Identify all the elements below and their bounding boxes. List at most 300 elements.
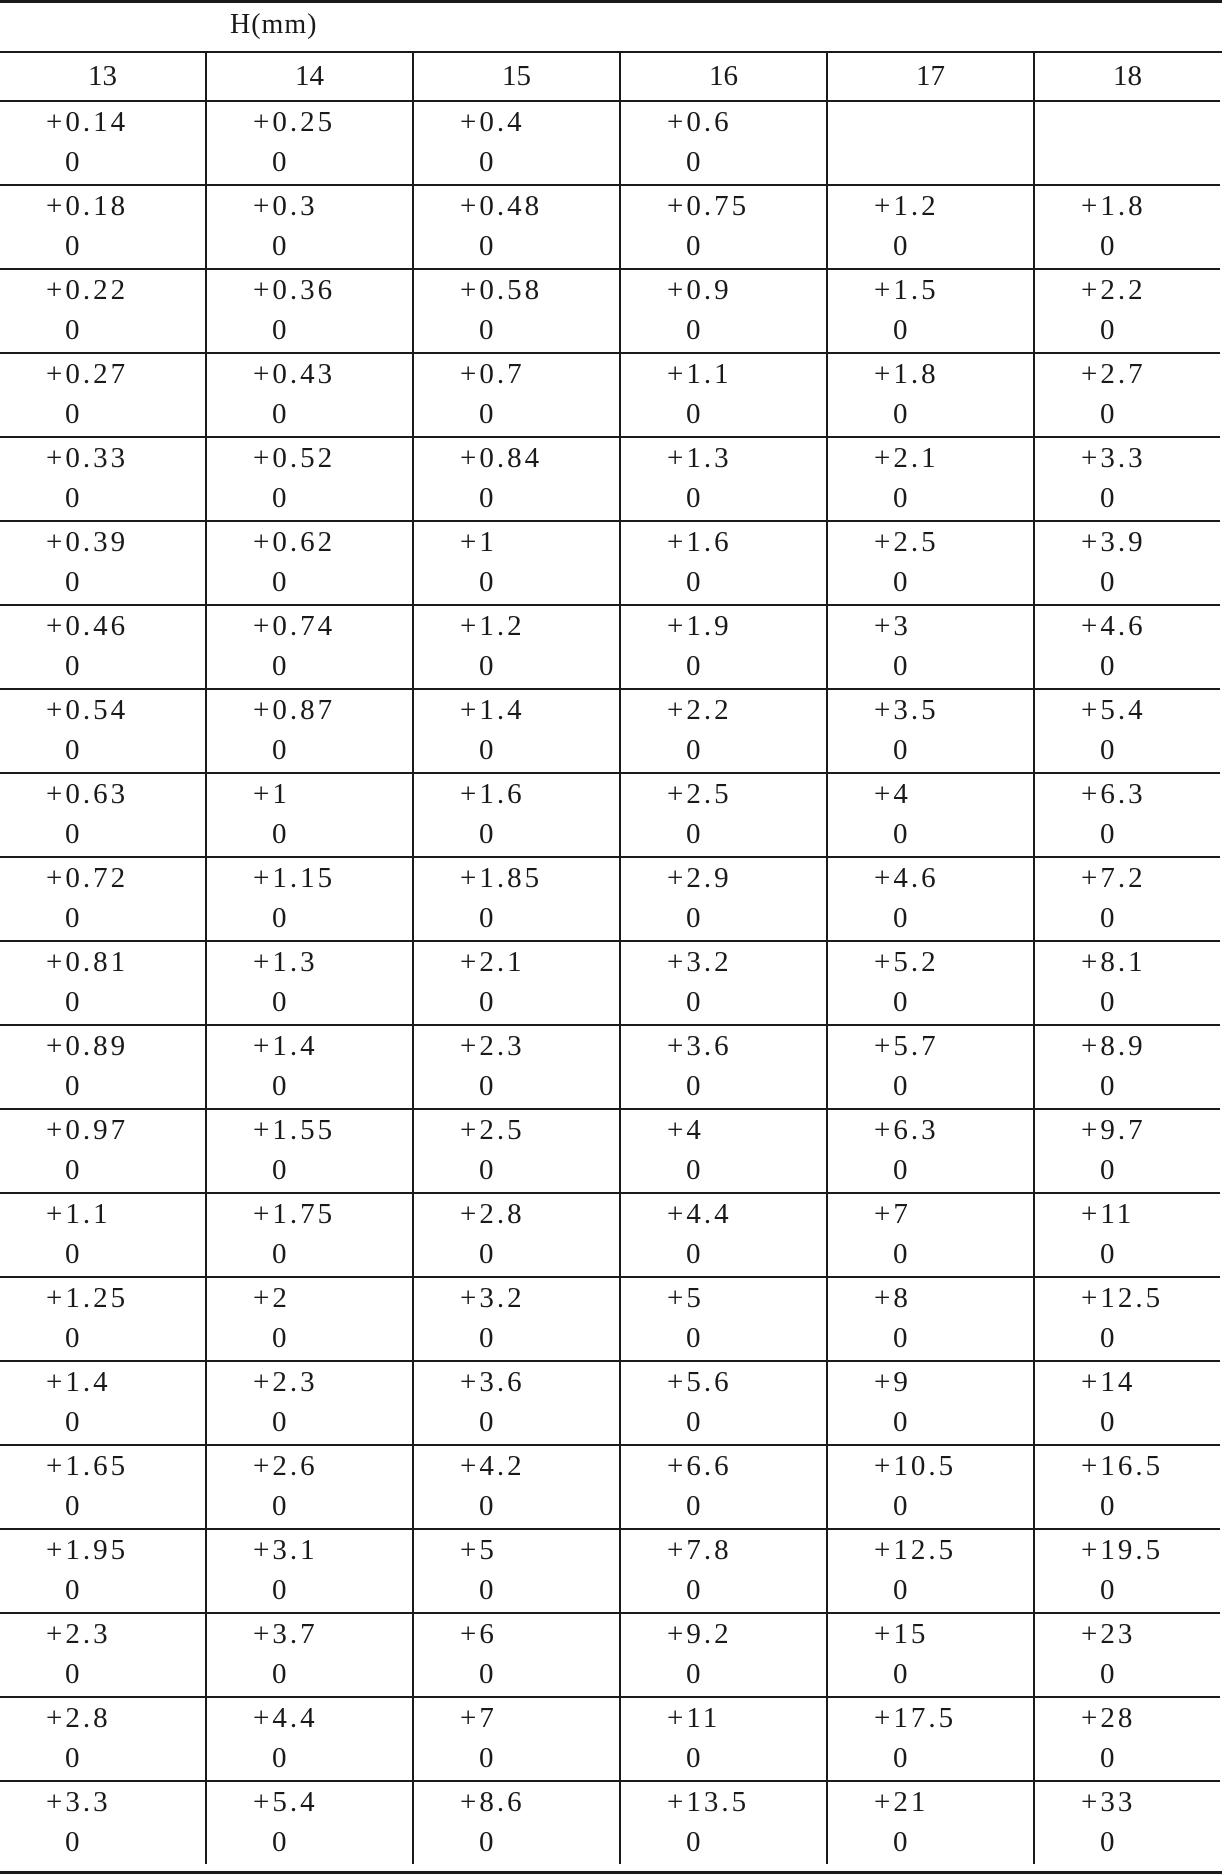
upper-deviation: +0.89 [46,1030,129,1062]
upper-deviation: +9.2 [667,1618,732,1650]
lower-deviation: 0 [1100,482,1115,514]
upper-deviation: +1 [460,526,497,558]
column-header: 18 [1034,53,1220,101]
lower-deviation: 0 [479,1490,494,1522]
tolerance-cell [620,101,827,185]
table-row [0,1529,1220,1613]
lower-deviation: 0 [65,1658,80,1690]
lower-deviation: 0 [65,566,80,598]
upper-deviation: +0.54 [46,694,129,726]
upper-deviation: +8 [874,1282,911,1314]
tolerance-cell [620,1445,827,1529]
tolerance-cell [620,689,827,773]
lower-deviation: 0 [65,1322,80,1354]
lower-deviation: 0 [479,986,494,1018]
tolerance-cell [0,1193,206,1277]
lower-deviation: 0 [1100,566,1115,598]
lower-deviation: 0 [65,482,80,514]
tolerance-cell [206,269,413,353]
lower-deviation: 0 [272,1154,287,1186]
upper-deviation: +1.5 [874,274,939,306]
lower-deviation: 0 [65,1574,80,1606]
lower-deviation: 0 [1100,734,1115,766]
upper-deviation: +0.75 [667,190,750,222]
upper-deviation: +1.4 [460,694,525,726]
tolerance-cell [413,185,620,269]
tolerance-cell [827,1193,1034,1277]
lower-deviation: 0 [1100,1238,1115,1270]
lower-deviation: 0 [479,1742,494,1774]
tolerance-cell [827,353,1034,437]
upper-deviation: +1.4 [253,1030,318,1062]
upper-deviation: +13.5 [667,1786,750,1818]
upper-deviation: +16.5 [1081,1450,1164,1482]
tolerance-cell [413,1613,620,1697]
upper-deviation: +21 [874,1786,929,1818]
lower-deviation: 0 [1100,230,1115,262]
lower-deviation: 0 [1100,1826,1115,1858]
tolerance-cell [620,185,827,269]
tolerance-cell [1034,1781,1220,1864]
tolerance-cell [620,1277,827,1361]
lower-deviation: 0 [1100,1070,1115,1102]
tolerance-cell [206,941,413,1025]
tolerance-cell [1034,605,1220,689]
upper-deviation: +0.74 [253,610,336,642]
upper-deviation: +4.4 [667,1198,732,1230]
upper-deviation: +1.55 [253,1114,336,1146]
lower-deviation: 0 [65,1490,80,1522]
tolerance-cell [827,1277,1034,1361]
tolerance-cell [0,1613,206,1697]
lower-deviation: 0 [893,1322,908,1354]
tolerance-cell [413,1361,620,1445]
tolerance-cell [206,1613,413,1697]
lower-deviation: 0 [893,1406,908,1438]
tolerance-cell [0,1025,206,1109]
tolerance-cell [0,269,206,353]
lower-deviation: 0 [893,818,908,850]
tolerance-cell [827,1697,1034,1781]
upper-deviation: +2.5 [874,526,939,558]
lower-deviation: 0 [686,1574,701,1606]
table-row [0,185,1220,269]
column-header: 13 [0,53,206,101]
bottom-rule [0,1871,1222,1874]
lower-deviation: 0 [1100,1574,1115,1606]
lower-deviation: 0 [893,1490,908,1522]
upper-deviation: +1 [253,778,290,810]
lower-deviation: 0 [65,1826,80,1858]
table-row [0,1193,1220,1277]
tolerance-cell [206,773,413,857]
tolerance-cell [0,1445,206,1529]
tolerance-cell [620,521,827,605]
tolerance-cell [206,1109,413,1193]
upper-deviation: +4.6 [1081,610,1146,642]
table-row [0,101,1220,185]
upper-deviation: +0.52 [253,442,336,474]
tolerance-cell [413,1109,620,1193]
upper-deviation: +0.14 [46,106,129,138]
lower-deviation: 0 [686,1154,701,1186]
table-row [0,689,1220,773]
tolerance-cell [827,941,1034,1025]
table-body [0,101,1220,1864]
tolerance-cell [1034,1193,1220,1277]
tolerance-cell [827,101,1034,185]
upper-deviation: +1.8 [874,358,939,390]
upper-deviation: +1.9 [667,610,732,642]
tolerance-cell [620,1361,827,1445]
lower-deviation: 0 [893,986,908,1018]
lower-deviation: 0 [686,398,701,430]
lower-deviation: 0 [272,1406,287,1438]
table-row [0,605,1220,689]
upper-deviation: +0.63 [46,778,129,810]
table-row [0,1781,1220,1864]
upper-deviation: +33 [1081,1786,1136,1818]
tolerance-cell [620,1781,827,1864]
tolerance-cell [1034,101,1220,185]
tolerance-cell [206,1529,413,1613]
lower-deviation: 0 [686,818,701,850]
lower-deviation: 0 [65,1238,80,1270]
lower-deviation: 0 [1100,1406,1115,1438]
tolerance-cell [206,1361,413,1445]
lower-deviation: 0 [65,398,80,430]
lower-deviation: 0 [893,902,908,934]
upper-deviation: +3.6 [460,1366,525,1398]
tolerance-cell [206,1277,413,1361]
upper-deviation: +0.27 [46,358,129,390]
lower-deviation: 0 [65,1406,80,1438]
tolerance-cell [1034,941,1220,1025]
lower-deviation: 0 [479,734,494,766]
upper-deviation: +0.9 [667,274,732,306]
lower-deviation: 0 [65,1154,80,1186]
table-row [0,1025,1220,1109]
tolerance-cell [827,269,1034,353]
lower-deviation: 0 [893,734,908,766]
tolerance-table [0,53,1220,1864]
tolerance-cell [0,1109,206,1193]
lower-deviation: 0 [272,398,287,430]
upper-deviation: +5.7 [874,1030,939,1062]
tolerance-cell [827,773,1034,857]
tolerance-cell [206,185,413,269]
lower-deviation: 0 [479,1406,494,1438]
tolerance-cell [0,101,206,185]
tolerance-cell [1034,773,1220,857]
lower-deviation: 0 [686,986,701,1018]
tolerance-cell [1034,437,1220,521]
lower-deviation: 0 [686,1070,701,1102]
tolerance-cell [0,1361,206,1445]
tolerance-cell [0,185,206,269]
lower-deviation: 0 [272,1826,287,1858]
tolerance-cell [413,1697,620,1781]
tolerance-cell [827,1529,1034,1613]
lower-deviation: 0 [686,734,701,766]
tolerance-cell [1034,1613,1220,1697]
upper-deviation: +6 [460,1618,497,1650]
tolerance-cell [413,101,620,185]
lower-deviation: 0 [272,902,287,934]
lower-deviation: 0 [272,1742,287,1774]
tolerance-cell [0,1277,206,1361]
tolerance-cell [206,353,413,437]
upper-deviation: +0.7 [460,358,525,390]
upper-deviation: +2 [253,1282,290,1314]
table-row [0,269,1220,353]
upper-deviation: +1.1 [46,1198,111,1230]
upper-deviation: +2.8 [460,1198,525,1230]
lower-deviation: 0 [893,1826,908,1858]
upper-deviation: +3.5 [874,694,939,726]
upper-deviation: +1.65 [46,1450,129,1482]
tolerance-cell [0,689,206,773]
tolerance-cell [0,857,206,941]
lower-deviation: 0 [272,1322,287,1354]
upper-deviation: +4.6 [874,862,939,894]
lower-deviation: 0 [893,1238,908,1270]
tolerance-cell [413,1025,620,1109]
tolerance-cell [827,185,1034,269]
lower-deviation: 0 [272,1574,287,1606]
upper-deviation: +0.43 [253,358,336,390]
upper-deviation: +2.2 [1081,274,1146,306]
tolerance-cell [413,941,620,1025]
lower-deviation: 0 [479,314,494,346]
tolerance-cell [206,437,413,521]
tolerance-cell [413,773,620,857]
upper-deviation: +0.72 [46,862,129,894]
upper-deviation: +12.5 [1081,1282,1164,1314]
lower-deviation: 0 [479,1322,494,1354]
tolerance-cell [413,437,620,521]
upper-deviation: +6.6 [667,1450,732,1482]
upper-deviation: +3.7 [253,1618,318,1650]
upper-deviation: +3.2 [667,946,732,978]
upper-deviation: +9.7 [1081,1114,1146,1146]
lower-deviation: 0 [65,902,80,934]
table-row [0,437,1220,521]
upper-deviation: +3.2 [460,1282,525,1314]
table-row [0,353,1220,437]
tolerance-cell [0,353,206,437]
lower-deviation: 0 [65,734,80,766]
tolerance-cell [413,1781,620,1864]
lower-deviation: 0 [1100,902,1115,934]
lower-deviation: 0 [686,230,701,262]
upper-deviation: +0.62 [253,526,336,558]
lower-deviation: 0 [272,650,287,682]
lower-deviation: 0 [1100,986,1115,1018]
upper-deviation: +6.3 [874,1114,939,1146]
upper-deviation: +7 [460,1702,497,1734]
lower-deviation: 0 [1100,1742,1115,1774]
upper-deviation: +3.3 [46,1786,111,1818]
tolerance-cell [827,437,1034,521]
upper-deviation: +0.25 [253,106,336,138]
lower-deviation: 0 [479,818,494,850]
lower-deviation: 0 [893,398,908,430]
upper-deviation: +1.75 [253,1198,336,1230]
tolerance-cell [206,605,413,689]
tolerance-cell [413,269,620,353]
lower-deviation: 0 [479,230,494,262]
upper-deviation: +2.3 [460,1030,525,1062]
tolerance-cell [0,437,206,521]
upper-deviation: +1.15 [253,862,336,894]
tolerance-cell [0,941,206,1025]
tolerance-cell [827,1109,1034,1193]
tolerance-cell [827,1445,1034,1529]
tolerance-cell [827,605,1034,689]
upper-deviation: +0.22 [46,274,129,306]
lower-deviation: 0 [1100,398,1115,430]
lower-deviation: 0 [479,398,494,430]
upper-deviation: +2.2 [667,694,732,726]
table-row [0,773,1220,857]
lower-deviation: 0 [479,1238,494,1270]
tolerance-cell [1034,269,1220,353]
lower-deviation: 0 [65,986,80,1018]
lower-deviation: 0 [893,230,908,262]
lower-deviation: 0 [272,986,287,1018]
upper-deviation: +5.2 [874,946,939,978]
lower-deviation: 0 [893,1574,908,1606]
upper-deviation: +9 [874,1366,911,1398]
lower-deviation: 0 [272,1658,287,1690]
tolerance-cell [413,605,620,689]
tolerance-cell [1034,1697,1220,1781]
tolerance-cell [206,521,413,605]
tolerance-cell [620,1025,827,1109]
upper-deviation: +2.6 [253,1450,318,1482]
column-header: 16 [620,53,827,101]
upper-deviation: +8.6 [460,1786,525,1818]
lower-deviation: 0 [686,1658,701,1690]
lower-deviation: 0 [893,1658,908,1690]
lower-deviation: 0 [893,1154,908,1186]
lower-deviation: 0 [65,650,80,682]
upper-deviation: +5.4 [1081,694,1146,726]
lower-deviation: 0 [65,230,80,262]
lower-deviation: 0 [686,1238,701,1270]
tolerance-cell [827,521,1034,605]
tolerance-cell [206,1193,413,1277]
upper-deviation: +1.3 [253,946,318,978]
upper-deviation: +0.58 [460,274,543,306]
tolerance-cell [620,1109,827,1193]
upper-deviation: +3.9 [1081,526,1146,558]
tolerance-cell [413,1445,620,1529]
tolerance-cell [206,1697,413,1781]
upper-deviation: +1.95 [46,1534,129,1566]
tolerance-cell [413,689,620,773]
lower-deviation: 0 [1100,314,1115,346]
table-row [0,1277,1220,1361]
table-caption-row [0,3,1222,53]
table-row [0,521,1220,605]
lower-deviation: 0 [893,314,908,346]
tolerance-cell [827,1025,1034,1109]
upper-deviation: +8.1 [1081,946,1146,978]
tolerance-cell [620,1193,827,1277]
tolerance-cell [206,689,413,773]
tolerance-cell [206,857,413,941]
tolerance-cell [206,101,413,185]
upper-deviation: +0.97 [46,1114,129,1146]
lower-deviation: 0 [65,314,80,346]
upper-deviation: +4.2 [460,1450,525,1482]
lower-deviation: 0 [65,146,80,178]
upper-deviation: +1.6 [460,778,525,810]
lower-deviation: 0 [1100,650,1115,682]
lower-deviation: 0 [65,818,80,850]
lower-deviation: 0 [686,482,701,514]
column-header: 17 [827,53,1034,101]
lower-deviation: 0 [272,146,287,178]
tolerance-cell [1034,185,1220,269]
upper-deviation: +19.5 [1081,1534,1164,1566]
tolerance-cell [413,1193,620,1277]
lower-deviation: 0 [479,482,494,514]
upper-deviation: +2.1 [874,442,939,474]
tolerance-cell [1034,1025,1220,1109]
upper-deviation: +5.4 [253,1786,318,1818]
tolerance-cell [1034,353,1220,437]
lower-deviation: 0 [479,1658,494,1690]
lower-deviation: 0 [686,566,701,598]
upper-deviation: +3 [874,610,911,642]
lower-deviation: 0 [893,650,908,682]
upper-deviation: +1.8 [1081,190,1146,222]
upper-deviation: +2.5 [460,1114,525,1146]
upper-deviation: +1.3 [667,442,732,474]
table-row [0,1361,1220,1445]
lower-deviation: 0 [893,1070,908,1102]
upper-deviation: +3.6 [667,1030,732,1062]
upper-deviation: +0.48 [460,190,543,222]
lower-deviation: 0 [272,482,287,514]
lower-deviation: 0 [272,1070,287,1102]
lower-deviation: 0 [686,1406,701,1438]
tolerance-cell [413,857,620,941]
table-row [0,1697,1220,1781]
upper-deviation: +8.9 [1081,1030,1146,1062]
lower-deviation: 0 [1100,1154,1115,1186]
lower-deviation: 0 [479,1070,494,1102]
upper-deviation: +2.7 [1081,358,1146,390]
tolerance-cell [0,605,206,689]
upper-deviation: +0.18 [46,190,129,222]
lower-deviation: 0 [893,1742,908,1774]
column-header: 15 [413,53,620,101]
upper-deviation: +3.3 [1081,442,1146,474]
tolerance-cell [1034,689,1220,773]
table-row [0,941,1220,1025]
tolerance-cell [827,857,1034,941]
tolerance-cell [620,1529,827,1613]
upper-deviation: +0.4 [460,106,525,138]
tolerance-cell [827,1613,1034,1697]
tolerance-cell [620,269,827,353]
upper-deviation: +1.2 [460,610,525,642]
upper-deviation: +2.9 [667,862,732,894]
